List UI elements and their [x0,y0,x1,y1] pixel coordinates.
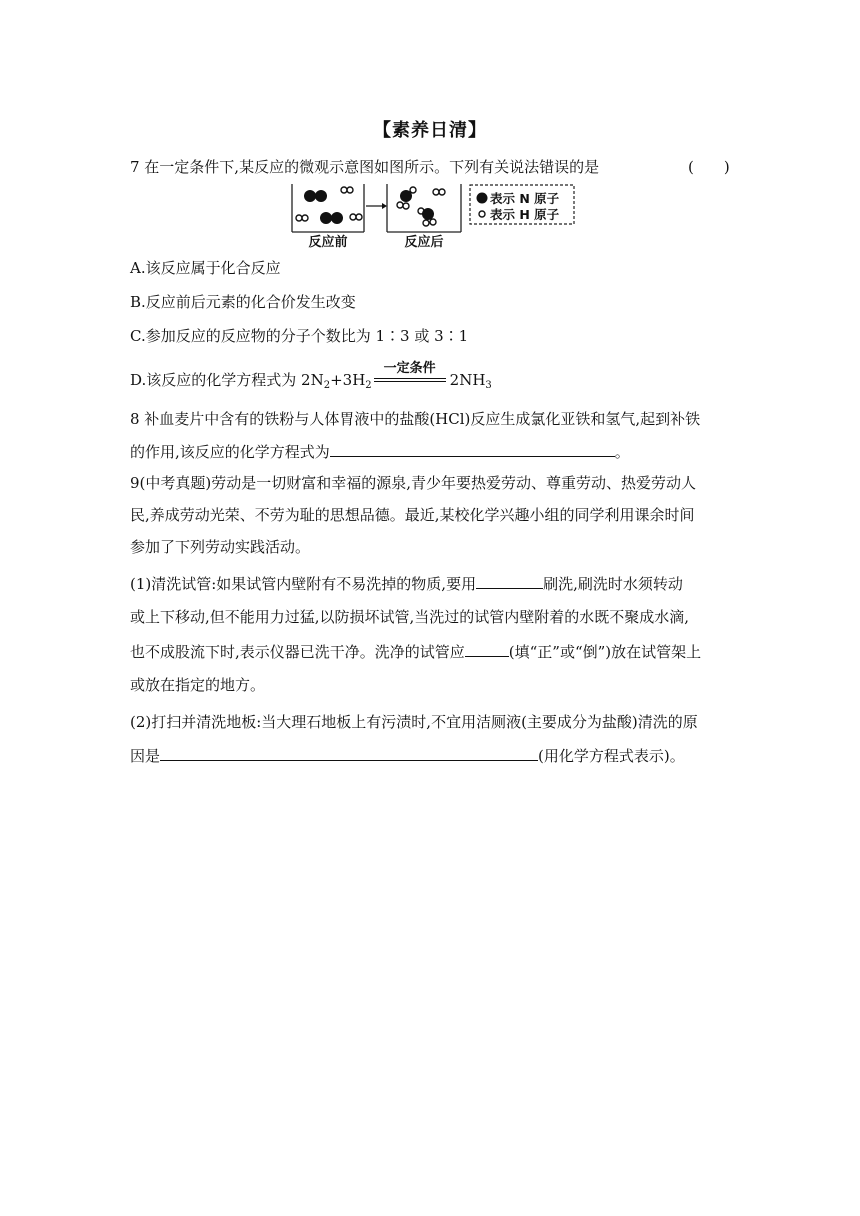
q9-part1-line3: 也不成股流下时,表示仪器已洗干净。洗净的试管应 (填“正”或“倒”)放在试管架上 [130,643,702,661]
reaction-condition: 一定条件 [374,370,446,390]
after-box [387,184,461,232]
option-d-prefix: D.该反应的化学方程式为 2N [130,371,324,389]
q7-option-c[interactable]: C.参加反应的反应物的分子个数比为 1∶3 或 3∶1 [130,327,469,345]
option-d-product: 2NH [449,371,486,389]
q9-part2-line1: (2)打扫并清洗地板:当大理石地板上有污渍时,不宜用洁厕液(主要成分为盐酸)清洗的原 [130,713,698,731]
legend-n-label: 表示 N 原子 [490,191,560,206]
legend-h-label: 表示 H 原子 [490,207,560,222]
q9-line2: 民,养成劳动光荣、不劳为耻的思想品德。最近,某校化学兴趣小组的同学利用课余时间 [130,506,695,524]
before-box [292,184,364,232]
q9-line1: 9(中考真题)劳动是一切财富和幸福的源泉,青少年要热爱劳动、尊重劳动、热爱劳动人 [130,474,697,492]
section-title: 【素养日清】 [373,120,487,141]
q7-stem: 7 在一定条件下,某反应的微观示意图如图所示。下列有关说法错误的是 [130,158,600,176]
q9-part1-blank2[interactable] [465,641,509,657]
before-label: 反应前 [308,235,348,250]
q9-part2-blank[interactable] [160,745,538,761]
q9-part1-line4: 或放在指定的地方。 [130,676,266,694]
q7-answer-paren[interactable]: ( ) [688,158,730,176]
after-label: 反应后 [404,235,444,250]
q7-option-b[interactable]: B.反应前后元素的化合价发生改变 [130,293,356,311]
q8-line2: 的作用,该反应的化学方程式为 。 [130,443,630,461]
q7-option-d[interactable]: D.该反应的化学方程式为 $2N_2+3H_2$ 一定条件 $2NH_3$ [130,361,492,391]
q8-answer-blank[interactable] [330,441,615,457]
q9-part1-line1: (1)清洗试管:如果试管内壁附有不易洗掉的物质,要用 刷洗,刷洗时水须转动 [130,575,683,593]
reaction-microscopic-diagram [290,184,580,250]
q9-part1-line2: 或上下移动,但不能用力过猛,以防损坏试管,当洗过的试管内壁附着的水既不聚成水滴, [130,608,690,626]
q9-part1-blank1[interactable] [476,573,543,589]
q9-line3: 参加了下列劳动实践活动。 [130,538,311,556]
q7-option-a[interactable]: A.该反应属于化合反应 [130,259,281,277]
q9-part2-line2: 因是 (用化学方程式表示)。 [130,747,685,765]
q8-line1: 8 补血麦片中含有的铁粉与人体胃液中的盐酸(HCl)反应生成氯化亚铁和氢气,起到补铁 [130,410,701,428]
